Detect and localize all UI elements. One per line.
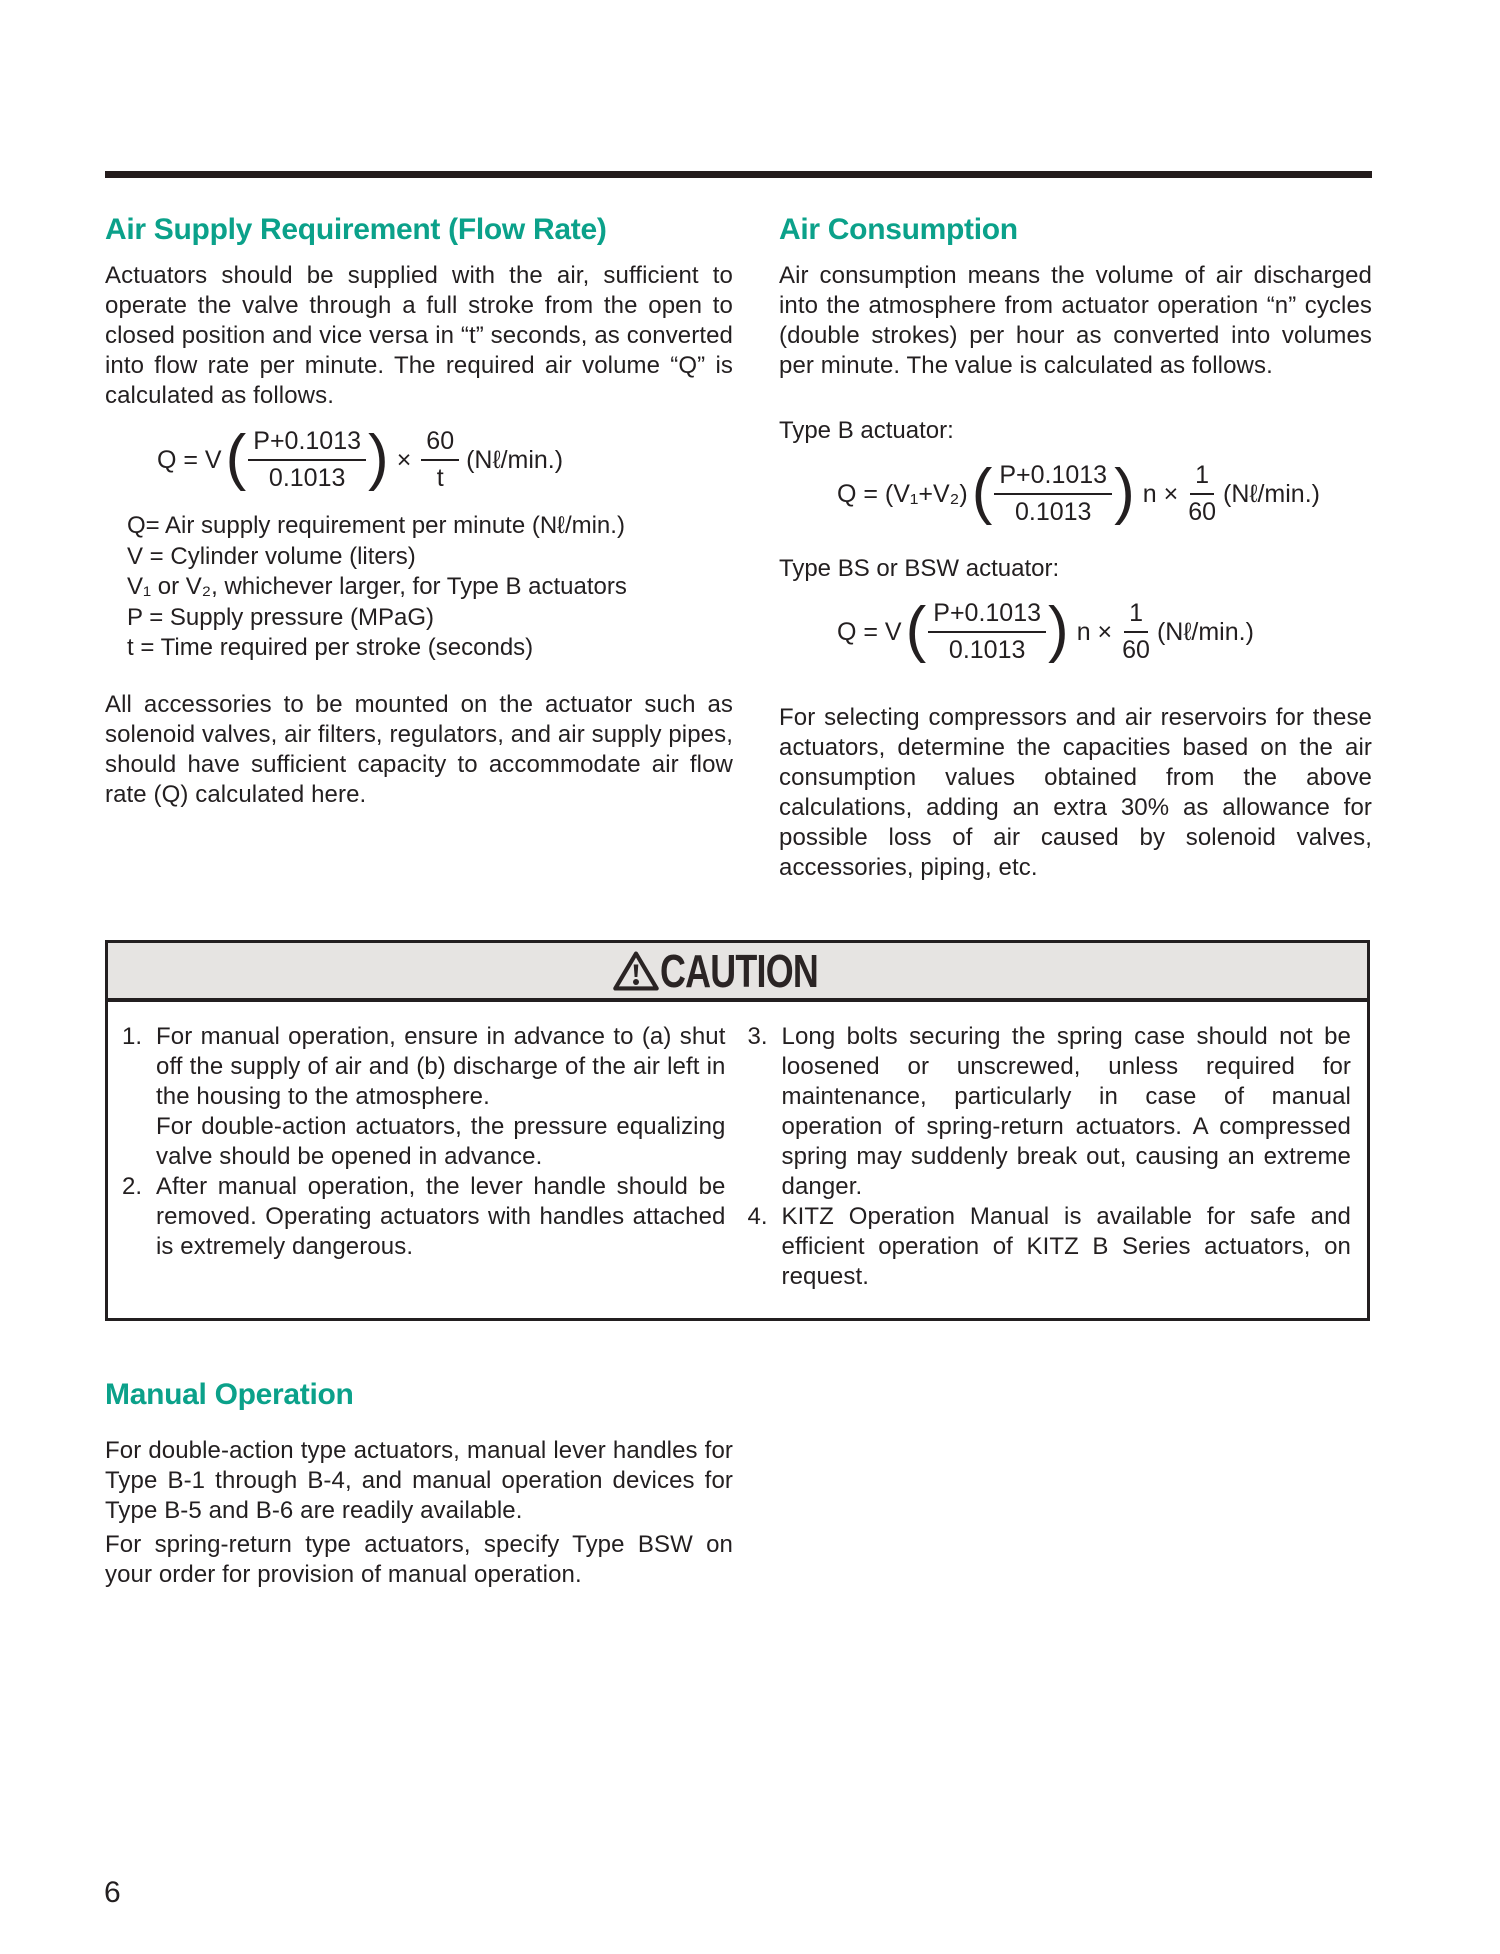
- page-top-rule: [105, 171, 1372, 178]
- page-number: 6: [104, 1876, 121, 1909]
- caution-item-1: [122, 1022, 726, 1172]
- fraction-denominator: 0.1013: [268, 464, 346, 492]
- close-paren: ): [1048, 595, 1069, 665]
- fraction-numerator: P+0.1013: [248, 429, 366, 461]
- type-bs-label: Type BS or BSW actuator:: [779, 555, 1060, 582]
- accessories-paragraph: All accessories to be mounted on the actuator such as solenoid valves, air filters, regulators, and air supply pipes, should have sufficient capacity to accommodate air flow rate (Q) calculated here.: [105, 690, 733, 808]
- fraction-numerator: 1: [1190, 463, 1214, 495]
- fraction-sixty: [1188, 463, 1216, 525]
- caution-title: [613, 944, 863, 998]
- fraction-denominator: 60: [1122, 636, 1150, 664]
- item-number: 4.: [747, 1203, 768, 1230]
- item-text: [156, 1172, 726, 1262]
- fraction-numerator: P+0.1013: [994, 463, 1112, 495]
- formula-operator: n ×: [1142, 479, 1179, 508]
- open-paren: (: [905, 595, 927, 665]
- formula-lhs: Q = (V₁+V₂): [837, 479, 968, 508]
- close-paren: ): [368, 423, 389, 493]
- formula-unit: (Nℓ/min.): [466, 445, 564, 474]
- definition-v1v2: V₁ or V₂, whichever larger, for Type B actuators: [127, 573, 627, 600]
- item-paragraph: For double-action actuators, the pressure equalizing valve should be opened in advance.: [156, 1113, 726, 1170]
- caution-item-2: [122, 1172, 726, 1262]
- item-paragraph: Long bolts securing the spring case should not be loosened or unscrewed, unless required for maintenance, particularly in case of manual operation of spring-return actuators. A compressed spring may suddenly break out, causing an extreme danger.: [781, 1023, 1351, 1200]
- fraction-numerator: P+0.1013: [928, 601, 1046, 633]
- caution-item-4: [748, 1202, 1352, 1292]
- air-supply-paragraph: Actuators should be supplied with the air, sufficient to operate the valve through a full stroke from the open to closed position and vice versa in “t” seconds, as converted into flow rate per minute. The required air volume “Q” is calculated as follows.: [105, 262, 733, 409]
- fraction-denominator: 60: [1188, 498, 1217, 526]
- caution-right-column: [748, 1022, 1352, 1292]
- definition-v: V = Cylinder volume (liters): [127, 542, 416, 570]
- formula-unit: (Nℓ/min.): [1156, 617, 1254, 646]
- caution-header: [108, 943, 1367, 1002]
- item-number: 2.: [122, 1173, 143, 1200]
- warning-triangle-icon: [613, 950, 659, 992]
- caution-box: [105, 940, 1370, 1321]
- type-b-label: Type B actuator:: [779, 417, 954, 444]
- formula-operator: n ×: [1076, 617, 1113, 646]
- open-paren: (: [225, 423, 247, 493]
- manual-operation-section: [105, 1378, 733, 1590]
- open-paren: (: [971, 457, 993, 527]
- fraction-denominator: t: [436, 464, 444, 492]
- formula-air-supply: [157, 423, 733, 493]
- compressor-selection-paragraph: For selecting compressors and air reservoirs for these actuators, determine the capacities based on the air consumption values obtained from the above calculations, adding an extra 30% as allowance for possible loss of air caused by solenoid valves, accessories, piping, etc.: [779, 704, 1372, 881]
- right-column: [779, 213, 1372, 883]
- formula-type-bs: [837, 595, 1372, 665]
- air-consumption-paragraph: Air consumption means the volume of air discharged into the atmosphere from actuator operation “n” cycles (double strokes) per hour as converted into volumes per minute. The value is calculated as follows.: [779, 262, 1372, 379]
- manual-operation-paragraph-1: For double-action type actuators, manual lever handles for Type B-1 through B-4, and manual operation devices for Type B-5 and B-6 are readily available.: [105, 1437, 733, 1524]
- item-text: [782, 1022, 1352, 1202]
- fraction-numerator: 60: [421, 429, 459, 461]
- caution-left-column: [122, 1022, 726, 1292]
- item-number: 3.: [747, 1023, 768, 1050]
- heading-air-consumption: Air Consumption: [779, 213, 1018, 246]
- fraction-pressure: [248, 429, 366, 491]
- item-paragraph: For manual operation, ensure in advance to (a) shut off the supply of air and (b) discharge of the air left in the housing to the atmosphere.: [156, 1023, 726, 1110]
- item-text: [782, 1202, 1352, 1292]
- definition-p: P = Supply pressure (MPaG): [127, 603, 435, 631]
- fraction-denominator: 0.1013: [948, 636, 1026, 664]
- caution-item-3: [748, 1022, 1352, 1202]
- formula-type-b: [837, 457, 1372, 527]
- fraction-pressure: [928, 601, 1046, 663]
- formula-lhs: Q = V: [837, 617, 902, 646]
- symbol-definitions: [127, 511, 733, 664]
- heading-air-supply: Air Supply Requirement (Flow Rate): [105, 213, 607, 246]
- left-column: [105, 213, 733, 810]
- fraction-sixty: [1122, 601, 1150, 663]
- fraction-denominator: 0.1013: [1014, 498, 1092, 526]
- formula-lhs: Q = V: [157, 445, 222, 474]
- formula-unit: (Nℓ/min.): [1223, 479, 1320, 508]
- fraction-pressure: [994, 463, 1112, 525]
- heading-manual-operation: Manual Operation: [105, 1378, 354, 1411]
- definition-t: t = Time required per stroke (seconds): [127, 634, 534, 661]
- close-paren: ): [1114, 457, 1135, 527]
- item-paragraph: After manual operation, the lever handle should be removed. Operating actuators with handles attached is extremely dangerous.: [156, 1173, 726, 1260]
- caution-body: [108, 1002, 1367, 1318]
- item-text: [156, 1022, 726, 1172]
- item-number: 1.: [122, 1023, 143, 1050]
- formula-operator: ×: [396, 445, 412, 474]
- fraction-time: [421, 429, 459, 491]
- definition-q: Q= Air supply requirement per minute (Nℓ/min.): [127, 512, 625, 539]
- caution-label: CAUTION: [659, 944, 818, 997]
- fraction-numerator: 1: [1124, 601, 1148, 633]
- item-paragraph: KITZ Operation Manual is available for safe and efficient operation of KITZ B Series actuators, on request.: [781, 1203, 1351, 1290]
- manual-operation-paragraph-2: For spring-return type actuators, specify Type BSW on your order for provision of manual operation.: [105, 1531, 733, 1588]
